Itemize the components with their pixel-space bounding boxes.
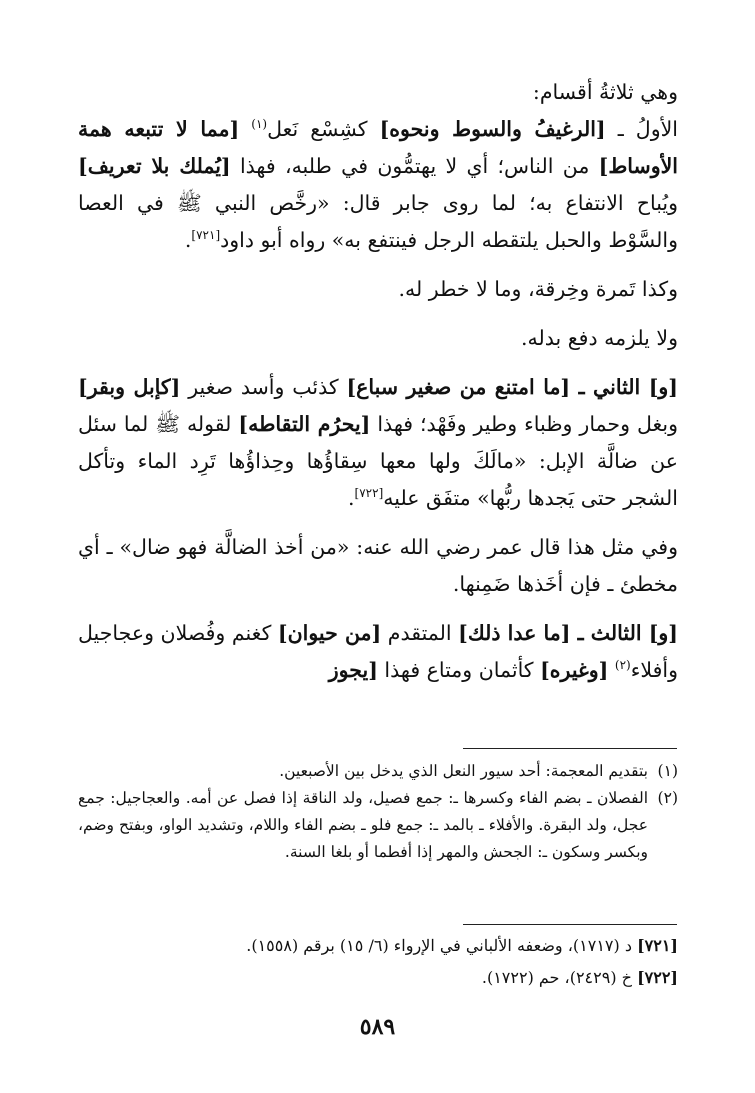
matn-text: [مما لا تتبعه همة الأوساط] (78, 117, 678, 178)
references (78, 930, 678, 994)
text: كأثمان ومتاع فهذا (377, 658, 541, 682)
intro-line: وهي ثلاثةُ أقسام: (532, 80, 678, 104)
text: وبغل وحمار وظباء وطير وفَهْد؛ فهذا (370, 412, 678, 436)
reference-text: خ (٢٤٢٩)، حم (١٧٢٢). (481, 968, 632, 987)
text: كذئب وأسد صغير (180, 375, 347, 399)
footnote (78, 785, 678, 866)
matn-text: [وغيره] (540, 658, 609, 682)
footnote-marker: (٢) (614, 658, 631, 673)
matn-text: [و] الثاني ـ (570, 375, 678, 399)
paragraph: ولا يلزمه دفع بدله. (521, 326, 678, 350)
text: لقوله ﷺ لما سئل عن ضالَّة الإبل: «مالَكَ ولها معها سِقاؤُها وحِذاؤُها تَرِد الماء وتأكل الشجر حتى يَجدها ربُّها» متفَق عليه (78, 412, 678, 510)
text: ويُباح الانتفاع به؛ لما روى جابر قال: «رخَّص النبي ﷺ في العصا والسَّوْط والحبل يلتقطه الرجل فينتفع به» رواه أبو داود (78, 191, 678, 252)
text: الأولُ ـ (605, 117, 678, 141)
text: كغنم وفُصلان وعجاجيل وأفلاء (78, 621, 678, 682)
section-third (78, 615, 678, 689)
matn-text: [كإبل وبقر] (78, 375, 181, 399)
reference-text: د (١٧١٧)، وضعفه الألباني في الإرواء (٦/ ١٥) برقم (١٥٥٨). (246, 936, 632, 955)
text: المتقدم (381, 621, 459, 645)
footnote-text: الفصلان ـ بضم الفاء وكسرها ـ: جمع فصيل، ولد الناقة إذا فصل عن أمه. والعجاجيل: جمع عجل، ولد البقرة. والأفلاء ـ بالمد ـ: جمع فلو ـ بضم الفاء واللام، وتشديد الواو، وبفتح وضم، وبكسر وسكون ـ: الجحش والمهر إذا أفطما أو بلغا السنة. (78, 789, 648, 861)
footnote-separator (463, 748, 677, 749)
text: . (184, 228, 192, 252)
reference-marker: [٧٢٢] (354, 486, 384, 501)
footnote (78, 758, 678, 785)
matn-text: [يحرُم التقاطه] (238, 412, 371, 436)
reference-number: [٧٢٢] (637, 968, 678, 987)
footnotes (78, 758, 678, 866)
reference-marker: [٧٢١] (191, 228, 221, 243)
footnote-marker: (١) (251, 117, 268, 132)
matn-text: [ما عدا ذلك] (458, 621, 571, 645)
text (239, 117, 251, 141)
text: . (348, 486, 355, 510)
references-separator (463, 924, 677, 925)
footnote-number: (١) (657, 762, 678, 780)
text: من الناس؛ أي لا يهتمُّون في طلبه، فهذا (230, 154, 599, 178)
text: كشِسْع نَعل (267, 117, 380, 141)
main-text (78, 74, 678, 689)
section-first (78, 111, 678, 259)
matn-text: [يجوز (328, 658, 378, 682)
page-number: ٥٨٩ (359, 1014, 396, 1040)
footnote-text: بتقديم المعجمة: أحد سيور النعل الذي يدخل بين الأصبعين. (279, 762, 648, 780)
footnote-number: (٢) (657, 789, 678, 807)
matn-text: [يُملك بلا تعريف] (78, 154, 231, 178)
reference-number: [٧٢١] (637, 936, 678, 955)
reference-entry (78, 962, 678, 994)
matn-text: [ما امتنع من صغير سباع] (346, 375, 571, 399)
matn-text: [من حيوان] (277, 621, 382, 645)
paragraph: وفي مثل هذا قال عمر رضي الله عنه: «من أخذ الضالَّة فهو ضال» ـ أي مخطئ ـ فإن أخَذها ضَمِنها. (78, 535, 678, 596)
matn-text: [و] الثالث ـ (570, 621, 678, 645)
reference-entry (78, 930, 678, 962)
paragraph: وكذا تَمرة وخِرقة، وما لا خطر له. (398, 277, 678, 301)
matn-text: [الرغيفُ والسوط ونحوه] (379, 117, 606, 141)
section-second (78, 369, 678, 517)
